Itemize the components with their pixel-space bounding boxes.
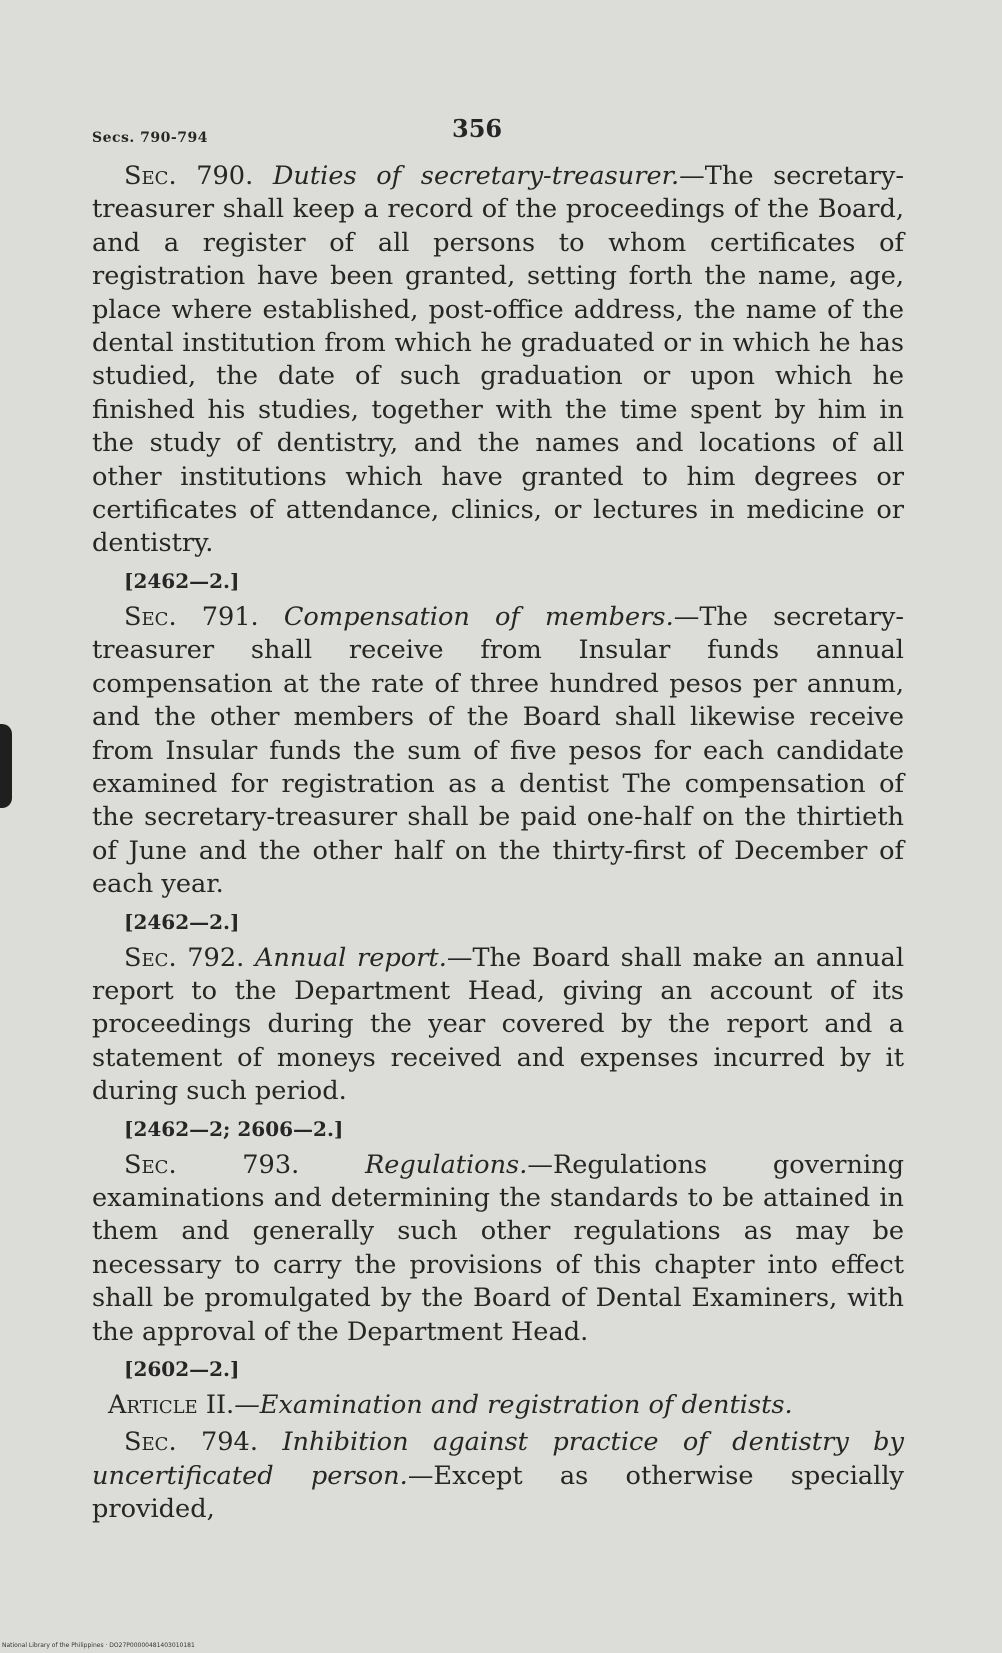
- article-label: Article II.: [108, 1390, 235, 1420]
- section-794: [92, 1426, 904, 1526]
- section-792: [92, 942, 904, 1109]
- section-label: Sec. 790.: [124, 161, 254, 191]
- section-text: —The Board shall make an annual report to the Department Head, giving an account of its proceedings during the year covered by the report and a statement of moneys received and expenses incurred by it during such period.: [92, 942, 905, 1107]
- citation: [2462—2; 2606—2.]: [124, 1116, 344, 1141]
- section-heading: Compensation of members.: [283, 601, 674, 632]
- article-heading: [92, 1389, 904, 1422]
- section-heading: Duties of secretary-treasurer.: [272, 161, 680, 191]
- section-label: Sec. 792.: [124, 942, 245, 973]
- section-heading: Regulations.: [364, 1149, 528, 1180]
- binding-shadow: [0, 724, 12, 808]
- section-793: [92, 1149, 904, 1349]
- section-label: Sec. 793.: [124, 1149, 300, 1180]
- scan-footer: National Library of the Philippines · DO27P00000481403010181: [2, 1642, 195, 1649]
- section-heading: Inhibition against practice of dentistry by uncertificated person.: [92, 1427, 905, 1491]
- citation: [2462—2.]: [124, 909, 240, 934]
- section-label: Sec. 791.: [124, 601, 259, 632]
- page-body: [92, 160, 904, 1527]
- section-text: —Except as otherwise specially provided,: [92, 1460, 904, 1525]
- citation: [2462—2.]: [124, 568, 240, 593]
- section-text: —The secretary-treasurer shall keep a record of the proceedings of the Board, and a register of all persons to whom certificates of registration have been granted, setting forth the name, age, place where established, post-office address, the name of the dental institution from which he graduated or in which he has studied, the date of such graduation or upon which he finished his studies, together with the time spent by him in the study of dentistry, and the names and locations of all other institutions which have granted to him degrees or certificates of attendance, clinics, or lectures in medicine or dentistry.: [92, 161, 904, 559]
- article-title: —Examination and registration of dentists.: [234, 1390, 793, 1420]
- section-heading: Annual report.: [254, 942, 447, 973]
- section-text: —The secretary-treasurer shall receive from Insular funds annual compensation at the rate of three hundred pesos per annum, and the other members of the Board shall likewise receive from Insular funds the sum of five pesos for each candidate examined for registration as a dentist The compensation of the secretary-treasurer shall be paid one-half on the thirtieth of June and the other half on the thirty-first of December of each year.: [92, 601, 905, 900]
- running-head: Secs. 790-794: [92, 130, 208, 146]
- page-number: 356: [452, 114, 503, 143]
- section-label: Sec. 794.: [124, 1427, 258, 1458]
- page-header: [92, 110, 892, 150]
- section-text: —Regulations governing examinations and determining the standards to be attained in them and generally such other regulations as may be necessary to carry the provisions of this chapter into effect shall be promulgated by the Board of Dental Examiners, with the approval of the Department Head.: [92, 1149, 905, 1347]
- citation: [2602—2.]: [124, 1357, 240, 1381]
- section-791: [92, 601, 904, 902]
- section-790: [92, 160, 904, 561]
